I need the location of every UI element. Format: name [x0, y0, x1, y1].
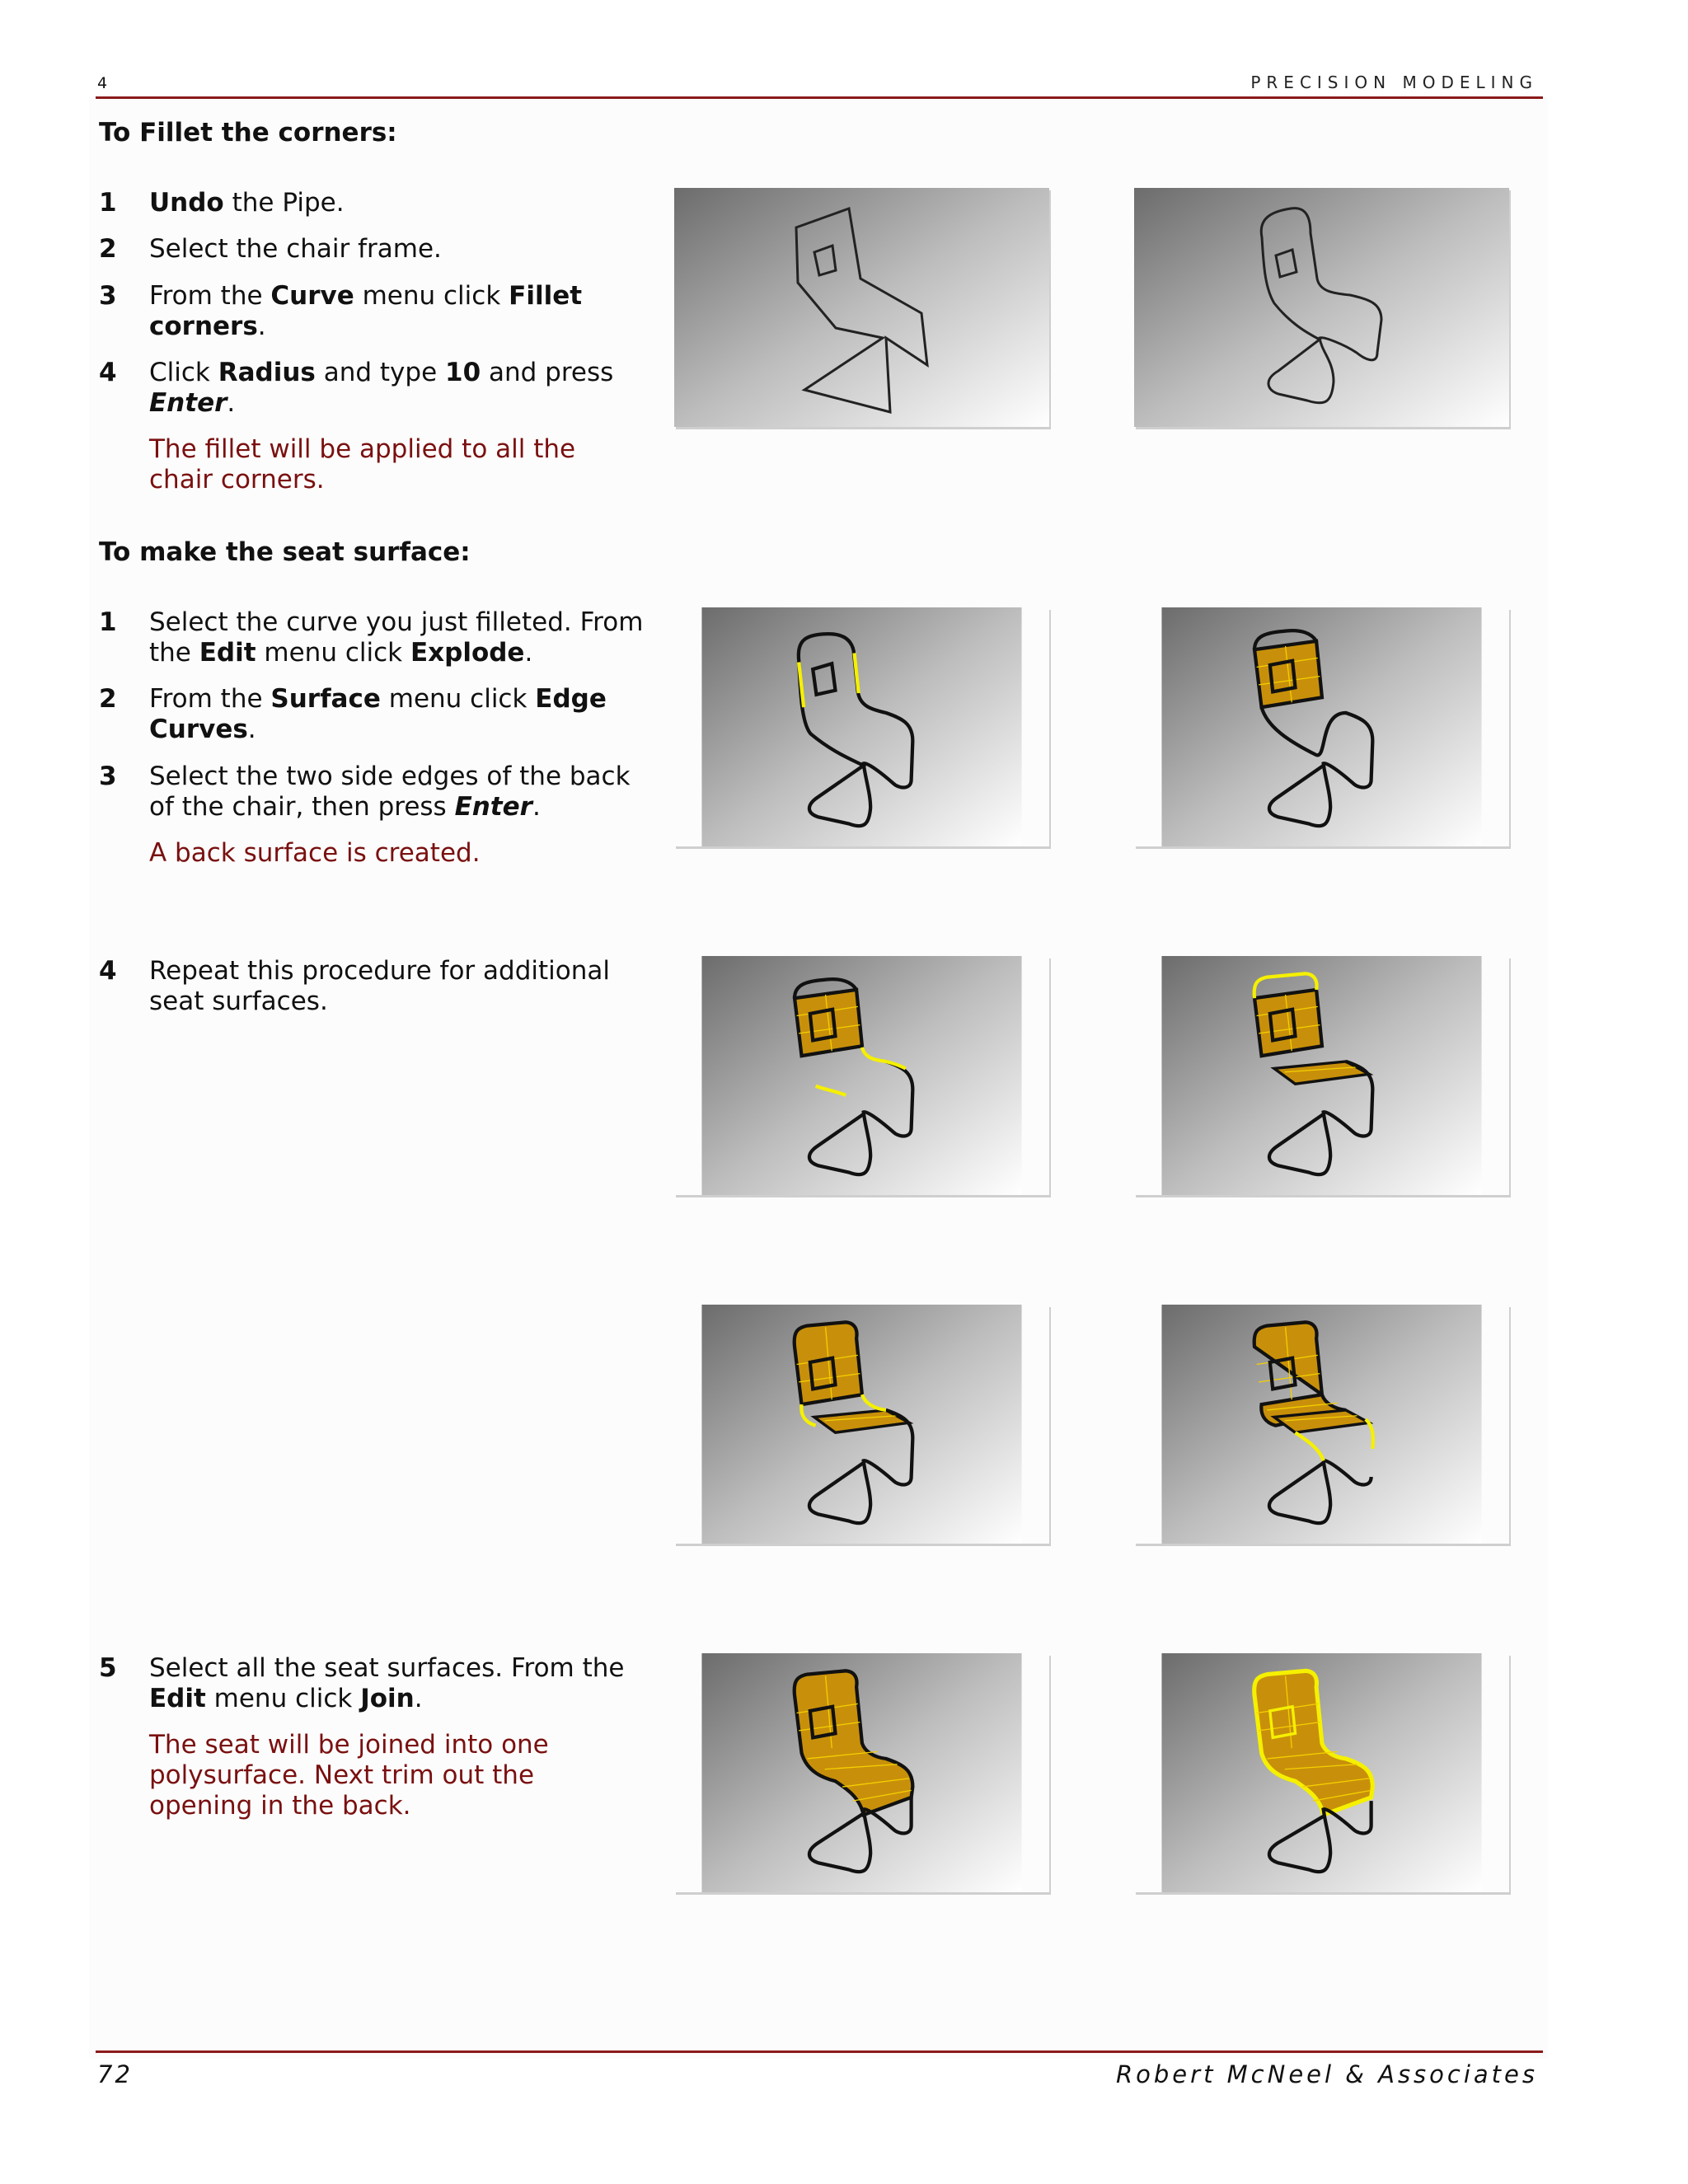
step-bold: Edit — [149, 1684, 206, 1713]
figure-filleted-frame — [1134, 188, 1509, 427]
step-text: Select all the seat surfaces. From the — [149, 1653, 625, 1683]
step-number: 5 — [99, 1653, 117, 1683]
step-1-undo — [99, 188, 659, 218]
step-bold-italic: Enter — [454, 792, 532, 822]
step-text: Select the curve you just filleted. From the — [149, 607, 644, 668]
step-number: 2 — [99, 684, 117, 714]
figure-seat-edges-selected — [674, 956, 1049, 1195]
section-heading-fillet: To Fillet the corners: — [99, 118, 397, 148]
step-bold: Edge Curves — [149, 684, 607, 744]
step-bold: Fillet corners — [149, 281, 583, 341]
step-3-fillet-corners — [99, 281, 659, 342]
step-text: Select the chair frame. — [149, 234, 442, 264]
step-bold: 10 — [445, 358, 481, 387]
step-text: Repeat this procedure for additional seat surfaces. — [149, 956, 610, 1016]
step-text: . — [227, 388, 236, 418]
step-text: menu click — [205, 1684, 361, 1713]
step-bold: Surface — [270, 684, 381, 714]
note-fillet: The fillet will be applied to all the chair corners. — [149, 434, 576, 494]
step-text: menu click — [256, 638, 410, 668]
step-text: Select the two side edges of the back of the chair, then press — [149, 762, 631, 822]
header-section-title: PRECISION MODELING — [1250, 73, 1538, 92]
step-text: the Pipe. — [223, 188, 345, 218]
step-4-radius — [99, 358, 659, 419]
note-joined: The seat will be joined into one polysurface. Next trim out the opening in the back. — [149, 1730, 549, 1821]
step-text: . — [532, 792, 541, 822]
step-number: 1 — [99, 188, 117, 218]
step-text: menu click — [380, 684, 536, 714]
step-4-repeat — [99, 956, 659, 1017]
step-2-edge-curves — [99, 684, 659, 745]
step-text: . — [247, 715, 256, 744]
figure-seat-front-selected — [1134, 1305, 1509, 1544]
step-text: . — [524, 638, 533, 668]
step-number: 4 — [99, 956, 117, 986]
figure-front-edges-selected — [674, 1305, 1049, 1544]
step-3-side-edges — [99, 762, 659, 823]
step-text: and press — [481, 358, 614, 387]
step-number: 3 — [99, 762, 117, 791]
footer-page-number: 72 — [97, 2060, 133, 2088]
step-text: From the — [149, 684, 271, 714]
footer-company: Robert McNeel & Associates — [1116, 2060, 1538, 2088]
figure-side-edges-selected — [674, 607, 1049, 846]
figure-back-surface — [1134, 607, 1509, 846]
header-page-number: 4 — [97, 74, 108, 92]
step-1-explode — [99, 607, 659, 668]
step-text: menu click — [354, 281, 509, 311]
step-2-select-frame — [99, 234, 659, 265]
step-text: Click — [149, 358, 218, 387]
step-text: . — [257, 312, 266, 341]
step-bold: Undo — [149, 188, 224, 218]
step-bold: Radius — [218, 358, 316, 387]
step-5-join — [99, 1653, 659, 1714]
step-bold: Edit — [199, 638, 256, 668]
figure-all-surfaces — [674, 1653, 1049, 1892]
step-number: 1 — [99, 607, 117, 637]
step-text: . — [414, 1684, 423, 1713]
note-back-surface: A back surface is created. — [149, 838, 481, 868]
step-number: 2 — [99, 234, 117, 264]
footer-rule — [96, 2050, 1543, 2053]
figure-angular-frame — [674, 188, 1049, 427]
step-number: 4 — [99, 358, 117, 387]
step-bold: Join — [360, 1684, 415, 1713]
section-heading-seat: To make the seat surface: — [99, 537, 471, 567]
step-text: From the — [149, 281, 271, 311]
step-number: 3 — [99, 281, 117, 311]
header-rule — [96, 96, 1543, 99]
figure-joined-polysurface — [1134, 1653, 1509, 1892]
step-bold: Curve — [270, 281, 354, 311]
step-bold-italic: Enter — [149, 388, 227, 418]
figure-top-edge-selected — [1134, 956, 1509, 1195]
step-bold: Explode — [410, 638, 525, 668]
step-text: and type — [315, 358, 446, 387]
